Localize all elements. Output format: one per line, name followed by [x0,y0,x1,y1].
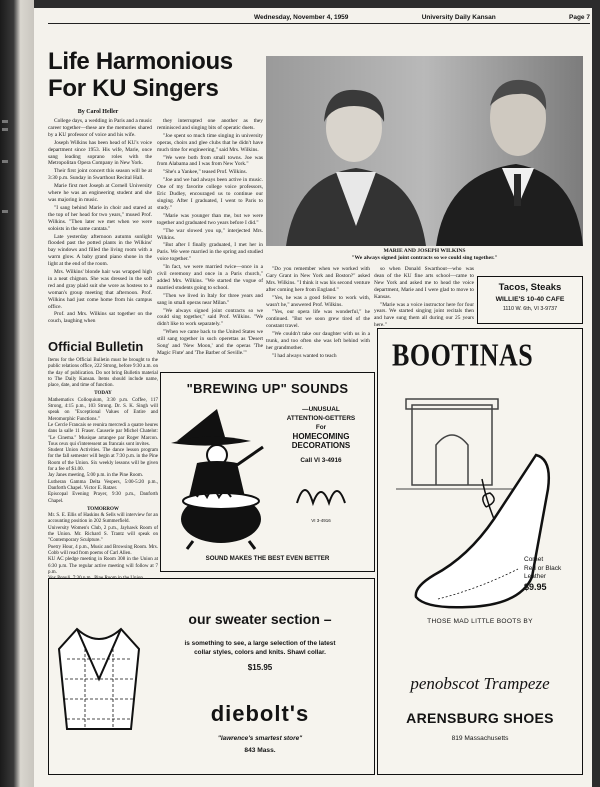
paragraph: "We couldn't take our daughter with us in a trunk, and too often she was left behind with her grandmother. [266,331,370,351]
page-header [254,14,590,21]
tacos-ad [477,276,583,324]
brew-ad-logo-phone: VI 3-4916 [311,518,331,523]
diebolts-tagline: "lawrence's smartest store" [217,735,303,742]
adjacent-page-edge [0,0,34,787]
bootinas-ad [377,328,583,775]
tacos-ad-address: 1110 W. 6th, VI 3-9737 [502,306,558,312]
boots-shop-address: 819 Massachusetts [451,735,509,742]
boots-brand: penobscot Trampeze [410,674,550,693]
brew-ad-line: For [315,424,327,431]
article-column-2 [157,118,263,368]
article-column-1 [48,118,152,338]
boot-style: Comet [524,556,544,563]
paragraph: "I sang behind Marie in choir and stared at the top of her head for two years," mused Prof. Wilkins. "Then later we met when we were soloists in the same cantata." [48,204,152,232]
header-rule [48,23,590,24]
bulletin-item: Jay Janes meeting, 5:00 p.m. in the Pine Room. [48,473,143,479]
sweater-ad-title: our sweater section – [188,611,332,627]
header-date: Wednesday, November 4, 1959 [254,14,349,21]
brew-ad-phone: Call VI 3-4916 [300,457,342,464]
paragraph: "Yes, he was a good fellow to work with, wasn't he," answered Prof. Wilkins. [266,294,370,308]
bulletin-item: Mr. S. E. Ellis of Haskins & Sells will interview for an accounting position in 202 Summerfield. [48,513,158,525]
paragraph: "In fact, we were married twice—once in a civil ceremony and once in a Paris church," added Mrs. Wilkins. "We started the vogue of married students going to school. [157,264,263,291]
brew-ad-title: "BREWING UP" SOUNDS [186,381,349,396]
article-headline [48,48,268,102]
brew-ad-line: —UNUSUAL [302,406,340,413]
witch-cauldron-icon [167,401,271,551]
brew-ad-footer: SOUND MAKES THE BEST EVEN BETTER [205,555,330,562]
wilkins-photo [266,56,583,246]
bootinas-logo: BOOTINAS [392,338,534,373]
paragraph: "When we came back to the United States we still sang together in such operettas as 'Desert Song' and 'New Moon,' and the operas 'The Magic Flute' and 'The Barber of Seville.'" [157,329,263,356]
bulletin-item: Mathematics Colloquium, 3:30 p.m. Coffee, 117 Strong, 4:15 p.m., 103 Strong. Dr. S. K. Singh will speak on "Exceptional Values of Entire and Meromorphic Functions." [48,397,158,422]
portrait-photo-icon [266,56,583,246]
photo-caption [266,248,583,262]
paragraph: Mrs. Wilkins' blonde hair was wrapped high in a neat chignon. She was dressed in the soft red and gray plaid suit she wore as hostess to a woman's group meeting that afternoon. Prof. Wilkins had just come home from his campus office. [48,269,152,310]
paragraph: "Do you remember when we worked with Gary Grant in New York and Boston?" asked Mrs. Wilkins. "I think it was his second venture after coming here from England." [266,266,370,293]
paragraph: they interrupted one another as they reminisced and singing bits of operatic duets. [157,118,263,131]
paragraph: "Marie was younger than me, but we were together and graduated two years before I did." [157,212,263,226]
article-column-3 [266,266,370,368]
sweater-ad-line: is something to see, a large selection of the latest [184,640,336,647]
paragraph: "The war slowed you up," interjected Mrs. Wilkins. [157,227,263,241]
headline-line-1: Life Harmonious [48,48,233,75]
bulletin-item: Student Union Activities. The dance lesson program for the fall semester will begin at 7:30 p.m. in the Pine Room of the Union. Six weekly lessons will be given for a fee of $1.00. [48,448,158,473]
paragraph: Late yesterday afternoon autumn sunlight flooded past the potted plants in the Wilkins' bay windows and filled the living room with a warm glow. A baby grand piano shone in the light at the end of the room. [48,233,152,268]
bulletin-tomorrow-heading: TOMORROW [87,506,119,512]
paragraph: "We always signed joint contracts so we could sing together," said Prof. Wilkins. "We didn't like to work separately." [157,307,263,328]
paragraph: Joseph Wilkins has been head of KU's voice department since 1953. His wife, Marie, once sang leading soprano roles with the Metropolitan Opera Company in New York. [48,139,152,167]
caption-quote: "We always signed joint contracts so we could sing together." [351,255,498,261]
tacos-ad-name: WILLIE'S 10-40 CAFE [495,296,565,303]
boot-details [524,556,580,592]
bulletin-item: KU AC pledge meeting in Room 308 in the Union at 6:30 p.m. The regular active meeting will follow at 7 p.m. [48,557,158,575]
paragraph: "Then we lived in Italy for three years and sang in small operas near Milan." [157,292,263,306]
article-column-4 [374,266,474,329]
boots-tagline: THOSE MAD LITTLE BOOTS BY [427,618,533,625]
sweater-ad-price: $15.95 [247,663,273,672]
paragraph: "Marie was a voice instructor here for four years. We started singing joint recitals then and have sung them all during our 25 years here." [374,301,474,329]
diebolts-address: 843 Mass. [244,747,276,754]
ankle-boot-icon [408,449,558,619]
paragraph: "Yes, our opera life was wonderful," he continued. "But we soon grew tired of the constant travel. [266,309,370,330]
sweater-ad [48,578,375,775]
boots-shop-name: ARENSBURG SHOES [406,710,554,726]
header-page: Page 7 [569,14,590,21]
audio-logo-icon [291,473,351,513]
bulletin-title: Official Bulletin [48,339,144,354]
boot-price: $9.95 [524,581,547,592]
paragraph: "Joe and we had always been active in music. One of my favorite college voice professors, Eric Dudley, encouraged us to continue our singing. After I graduated, I went to Paris to study." [157,177,263,211]
paragraph: "I had always wanted to teach [272,352,337,359]
newspaper-page [34,8,592,787]
paragraph: College days, a wedding in Paris and a music career together—these are the memories shared by a KU professor of voice and his wife. [48,118,152,138]
bulletin-today-heading: TODAY [94,391,112,397]
sweater-icon [57,619,141,739]
paragraph: "We were both from small towns. Joe was from Alabama and I was from New York." [157,154,263,168]
diebolts-logo: diebolt's [210,701,310,726]
brew-ad-line: DECORATIONS [291,441,351,450]
brew-ad-text [271,405,371,525]
bulletin-intro: Items for the Official Bulletin must be brought to the public relations office, 222 Strong, before 9:30 a.m. on the day of publication. Do not bring Bulletin material to The Daily Kansan. Items should include name, place, date, and time of function. [48,358,158,389]
paragraph: "But after I finally graduated, I met her in Paris. We were married in the spring and studied voice together." [157,242,263,263]
brew-ad-line: ATTENTION-GETTERS [286,415,356,422]
boot-colors: Red or Black [524,564,562,572]
sweater-ad-line: collar styles, colors and knits. Shawl collar. [194,649,326,656]
bulletin-item: Poetry Hour, 4 p.m., Music and Browsing Room. Mrs. Cobb will read from poems of Carl Allen. [48,544,158,556]
bulletin-item: University Women's Club, 2 p.m., Jayhawk Room of the Union. Mr. Richard S. Trantz will speak on "Contemporary Sculpture." [48,525,158,544]
sweater-ad-description [145,639,375,657]
caption-names: MARIE AND JOSEPH WILKINS [383,248,466,254]
bulletin-item: Le Cercle Francais se reunira mercredi a quatre heures dans la salle 11 Fraser. Causerie par Michel Chatelot: "Le Cinema." Musique arrangee par Roger Marcon. Tous ceux qui s'interessent au francais sont invites. [48,422,158,447]
paragraph: so when Donald Swarthout—who was dean of the KU fine arts school—came to New York and asked me to head the voice department, Marie and I were glad to move to Kansas. [374,266,474,300]
headline-line-2: For KU Singers [48,75,219,102]
header-paper: University Daily Kansan [421,14,496,21]
paragraph: Their first joint concert this season will be at 3:30 p.m. Sunday in Swarthout Recital Hall. [48,168,152,182]
tacos-ad-title: Tacos, Steaks [498,282,562,293]
bulletin-item: Episcopal Evening Prayer, 9:30 p.m., Danforth Chapel. [48,492,158,504]
article-byline: By Carol Heller [77,109,119,115]
paragraph: Prof. and Mrs. Wilkins sat together on the couch, laughing when [48,311,152,325]
bulletin-item: Lutheran Gamma Delta Vespers, 5:00-5:20 p.m., Danforth Chapel. Victor E. Ratzer. [48,479,158,491]
brewing-up-sounds-ad [160,372,375,572]
paragraph: Marie first met Joseph at Cornell University where he was an engineering student and she was majoring in music. [48,183,152,203]
paragraph: "Joe spent so much time singing in university operas, choirs and glee clubs that he didn't have much time for engineering," said Mrs. Wilkins. [157,132,263,153]
official-bulletin [48,358,158,575]
boot-material: Leather [524,573,547,580]
paragraph: "She's a Yankee," teased Prof. Wilkins. [163,169,247,176]
brew-ad-line: HOMECOMING [292,432,350,441]
